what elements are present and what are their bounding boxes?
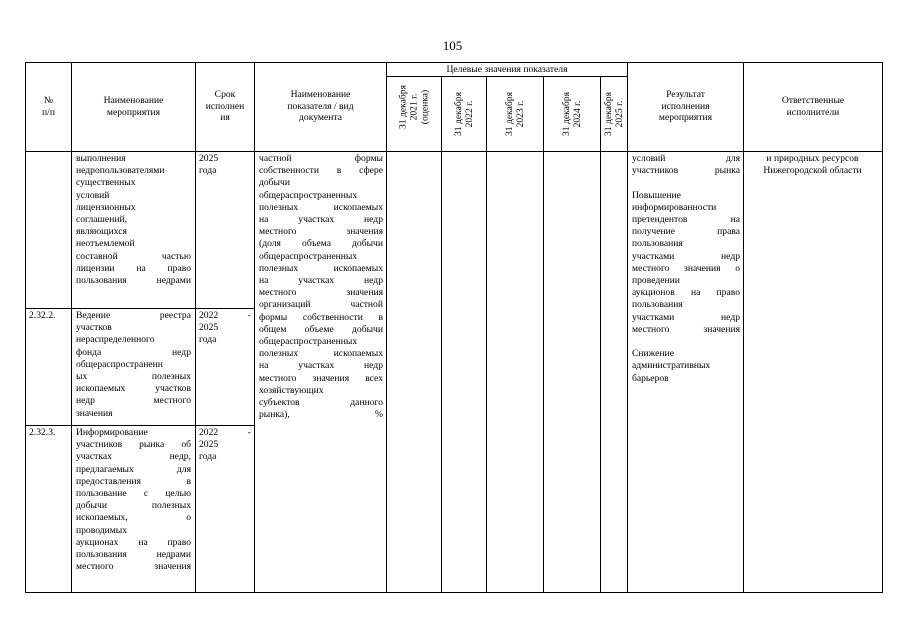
row-number: 2.32.3. (29, 427, 56, 438)
text-line: участками недр (632, 250, 740, 262)
header-text: 31 декабря (560, 91, 572, 136)
activity-name (76, 153, 191, 287)
text-line: местного значения (259, 226, 383, 238)
text-line: участков (76, 322, 112, 334)
text-line: участников рынка (632, 165, 740, 177)
text-line: года (199, 165, 217, 177)
header-year-2 (441, 76, 486, 151)
header-year-3 (486, 76, 543, 151)
result-text (632, 153, 740, 385)
header-responsible (745, 62, 881, 151)
header-bottom-line (25, 151, 883, 152)
header-year-text (504, 92, 526, 136)
text-line: проводимых (76, 524, 128, 536)
text-line: проведении (632, 275, 680, 287)
header-text: 2021 г. (408, 93, 419, 120)
header-text: документа (299, 112, 342, 124)
table-border-left (25, 62, 26, 593)
text-line: ых полезных (76, 371, 191, 383)
text-line: информированности (632, 201, 717, 213)
text-line: Нижегородской области (763, 165, 862, 177)
header-text: Наименование (103, 95, 164, 106)
activity-name (76, 427, 191, 573)
header-text: исполнители (786, 106, 840, 118)
indicator-text (259, 153, 383, 421)
text-line: существенных (76, 177, 136, 189)
text-line: 2025 (199, 322, 219, 334)
text-line (632, 177, 740, 189)
header-name (73, 62, 194, 151)
header-text: Наименование (290, 89, 351, 101)
header-year-5 (600, 76, 627, 151)
text-line: Ведение реестра (76, 310, 191, 321)
text-line: получение права (632, 226, 740, 238)
text-line: пользования недрами (76, 275, 191, 287)
header-text: показателя / вид (287, 100, 354, 112)
responsible-text (746, 153, 879, 177)
text-line: пользования недрами (76, 549, 191, 561)
header-result (629, 62, 742, 151)
activity-term (199, 310, 251, 347)
header-text: № (43, 95, 54, 106)
header-text: 2023 г. (514, 100, 526, 127)
text-line: формы собственности в (259, 311, 383, 323)
text-line: субъектов данного (259, 397, 383, 409)
text-line: условий (76, 189, 110, 201)
text-line: добычи (259, 177, 290, 189)
text-line: Снижение (632, 348, 674, 360)
header-text: исполнения (661, 100, 710, 112)
header-text: мероприятия (658, 112, 713, 124)
header-target-group: Целевые значения показателя (446, 63, 568, 75)
text-line: на участках недр (259, 275, 383, 287)
text-line: административных (632, 360, 711, 372)
header-text: Результат (666, 89, 705, 101)
text-line: участках недр, (76, 451, 191, 463)
text-line: 2025 (199, 439, 219, 451)
text-line: 2022 - (199, 310, 251, 321)
header-text: 31 декабря (452, 91, 464, 136)
text-line: собственности в сфере (259, 165, 383, 177)
text-line: недропользователями (76, 165, 165, 177)
text-line: ископаемых, о (76, 512, 191, 524)
row-divider (25, 425, 255, 426)
header-text: 2025 г. (613, 100, 625, 127)
column-line (441, 76, 442, 593)
text-line: (доля объема добычи (259, 238, 383, 250)
header-year-text (603, 92, 625, 136)
text-line: местного значения о (632, 262, 740, 274)
text-line: барьеров (632, 372, 669, 384)
text-line: на участках недр (259, 214, 383, 226)
text-line: пользования (632, 299, 683, 311)
column-line (543, 76, 544, 593)
header-year-1 (386, 62, 441, 151)
activity-name (76, 310, 191, 420)
text-line: организаций частной (259, 299, 383, 311)
row-number: 2.32.2. (29, 310, 56, 321)
header-term (197, 62, 253, 151)
text-line: местного значения (632, 323, 740, 335)
text-line: выполнения (76, 153, 126, 164)
text-line: аукционах на право (76, 536, 191, 548)
activity-term (199, 427, 251, 464)
text-line: нераспределенного (76, 334, 155, 346)
text-line: соглашений, (76, 214, 127, 226)
text-line: полезных ископаемых (259, 348, 383, 360)
header-text: 2022 г. (463, 100, 475, 127)
text-line: года (199, 334, 217, 346)
header-text: Срок (214, 89, 236, 101)
text-line: Информирование (76, 427, 148, 438)
table-border-bottom (25, 592, 883, 593)
header-text: (оценка) (419, 89, 430, 124)
text-line: местного значения (76, 561, 191, 573)
table-border-right (882, 62, 883, 593)
column-line (195, 62, 196, 593)
text-line: лицензионных (76, 201, 136, 213)
text-line: общераспространенных (259, 189, 358, 201)
column-line (627, 62, 628, 593)
header-indicator (256, 62, 385, 151)
text-line: частной формы (259, 153, 383, 164)
text-line: недр местного (76, 395, 191, 407)
activity-term (199, 153, 251, 177)
text-line: участками недр (632, 311, 740, 323)
header-text: ия (220, 112, 230, 124)
text-line: хозяйствующих (259, 384, 324, 396)
text-line: на участках недр (259, 360, 383, 372)
column-line (71, 62, 72, 593)
text-line: неотъемлемой (76, 238, 135, 250)
text-line: года (199, 451, 217, 463)
header-text: 31 декабря (602, 91, 614, 136)
text-line: предлагаемых для (76, 463, 191, 475)
header-year-text (453, 92, 475, 136)
text-line: претендентов на (632, 214, 740, 226)
row-divider (25, 308, 255, 309)
column-line (254, 62, 255, 593)
text-line: общераспространенных (259, 336, 358, 348)
column-line (600, 76, 601, 593)
header-num (27, 62, 70, 151)
header-text: исполнен (205, 100, 245, 112)
column-line (486, 76, 487, 593)
text-line: фонда недр (76, 346, 191, 358)
text-line: участников рынка об (76, 439, 191, 451)
header-year-text (561, 92, 583, 136)
text-line: лицензии на право (76, 262, 191, 274)
header-text: 31 декабря (397, 84, 408, 129)
text-line: добычи полезных (76, 500, 191, 512)
text-line: пользования (632, 238, 683, 250)
text-line: ископаемых участков (76, 383, 191, 395)
text-line: рынка), % (259, 409, 383, 421)
header-text: 2024 г. (571, 100, 583, 127)
text-line: значения (76, 407, 113, 419)
text-line: местного значения (259, 287, 383, 299)
text-line: являющихся (76, 226, 127, 238)
header-year-text (397, 85, 430, 129)
text-line: и природных ресурсов (766, 153, 859, 164)
header-text: мероприятия (106, 106, 161, 118)
text-line: предоставления в (76, 475, 191, 487)
text-line: 2025 (199, 153, 219, 164)
text-line: условий для (632, 153, 740, 164)
text-line: общераспространенных (259, 250, 358, 262)
header-text: 31 декабря (503, 91, 515, 136)
text-line: общем объеме добычи (259, 323, 383, 335)
text-line: общераспространенн (76, 358, 163, 370)
text-line: 2022 - (199, 427, 251, 438)
header-year-4 (543, 76, 600, 151)
text-line: местного значения всех (259, 372, 383, 384)
text-line: составной частью (76, 250, 191, 262)
text-line: Повышение (632, 189, 681, 201)
text-line: полезных ископаемых (259, 262, 383, 274)
text-line (632, 336, 740, 348)
text-line: аукционов на право (632, 287, 740, 299)
text-line: полезных ископаемых (259, 201, 383, 213)
page-number: 105 (442, 38, 463, 53)
header-text: Ответственные (781, 95, 845, 106)
text-line: пользование с целью (76, 488, 191, 500)
header-text: п/п (42, 106, 55, 118)
column-line (743, 62, 744, 593)
